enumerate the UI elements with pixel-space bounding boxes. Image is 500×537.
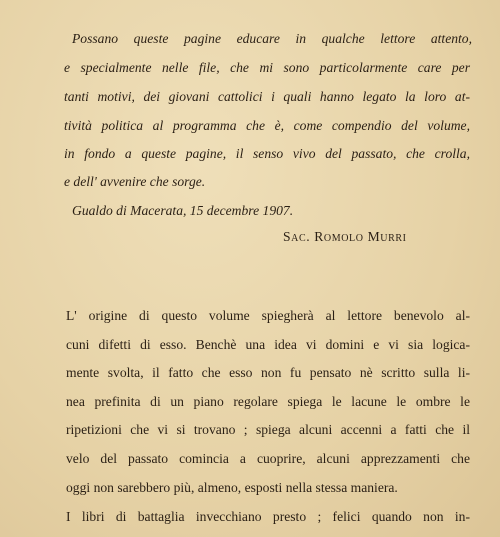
date-line: Gualdo di Macerata, 15 decembre 1907. — [72, 203, 294, 218]
body-line-8: I libri di battaglia invecchiano presto ; felici quando non in- — [66, 509, 470, 524]
preface-line-2: e specialmente nelle file, che mi sono particolarmente care per — [64, 60, 470, 75]
body-line-4: nea prefinita di un piano regolare spiega le lacune le ombre le — [66, 394, 470, 409]
preface-line-4: tività politica al programma che è, come compendio del volume, — [64, 118, 470, 133]
preface-line-1: Possano queste pagine educare in qualche lettore attento, — [72, 31, 472, 46]
body-line-7: oggi non sarebbero più, almeno, esposti nella stessa maniera. — [66, 480, 398, 495]
body-line-1: L' origine di questo volume spiegherà al lettore benevolo al- — [66, 308, 470, 323]
preface-line-3: tanti motivi, dei giovani cattolici i quali hanno legato la loro at- — [64, 89, 470, 104]
signature — [283, 229, 407, 245]
signature-text: Sac. Romolo Murri — [283, 229, 407, 244]
preface-line-6: e dell' avvenire che sorge. — [64, 174, 206, 189]
preface-line-5: in fondo a queste pagine, il senso vivo del passato, che crolla, — [64, 146, 470, 161]
body-line-3: mente svolta, il fatto che esso non fu pensato nè scritto sulla li- — [66, 365, 470, 380]
body-line-5: ripetizioni che vi si trovano ; spiega alcuni accenni a fatti che il — [66, 422, 470, 437]
body-line-6: velo del passato comincia a cuoprire, alcuni apprezzamenti che — [66, 451, 470, 466]
body-line-2: cuni difetti di esso. Benchè una idea vi domini e vi sia logica- — [66, 337, 470, 352]
